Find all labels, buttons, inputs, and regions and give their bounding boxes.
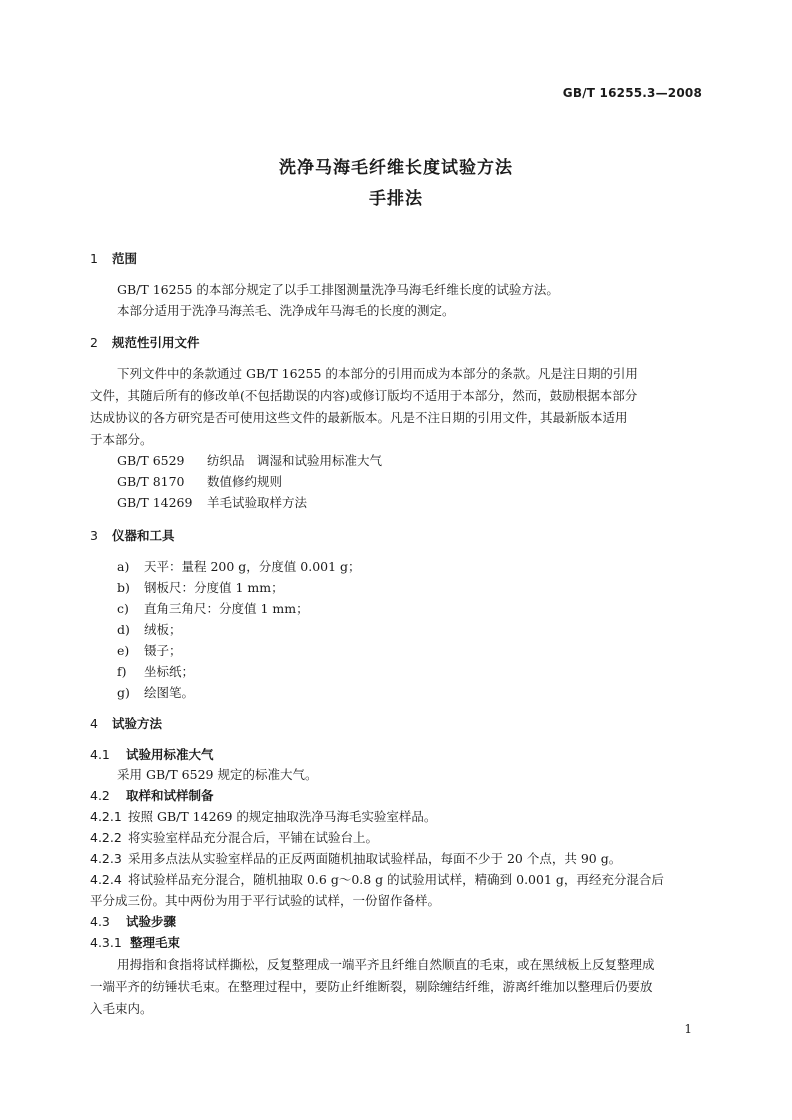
- section-title: 仪器和工具: [112, 528, 175, 543]
- list-item-text: 钢板尺：分度值 1 mm；: [144, 580, 284, 595]
- list-item-text: 绘图笔。: [144, 685, 195, 700]
- subsection-heading-4-3: [90, 912, 176, 932]
- subsection-heading-4-1: [90, 745, 214, 765]
- subsection-title: 整理毛束: [130, 935, 181, 950]
- reference-title: 数值修约规则: [207, 474, 283, 489]
- paragraph: GB/T 16255 的本部分规定了以手工排图测量洗净马海毛纤维长度的试验方法。: [117, 282, 559, 297]
- subsection-title: 试验用标准大气: [126, 747, 214, 762]
- clause: [90, 807, 436, 827]
- document-subtitle: 手排法: [369, 189, 423, 209]
- paragraph-line: 于本部分。: [90, 432, 153, 447]
- reference-title: 羊毛试验取样方法: [207, 495, 308, 510]
- subsection-number: 4.1: [90, 747, 110, 762]
- reference-item: [117, 451, 382, 471]
- reference-item: [117, 493, 307, 513]
- reference-title: 纺织品 调湿和试验用标准大气: [207, 453, 383, 468]
- clause: [90, 828, 378, 848]
- reference-item: [117, 472, 282, 492]
- paragraph-line: 达成协议的各方研究是否可使用这些文件的最新版本。凡是不注日期的引用文件，其最新版本适用: [90, 410, 628, 425]
- list-item: [117, 620, 182, 640]
- subsection-title: 取样和试样制备: [126, 788, 214, 803]
- list-item-label: a): [117, 559, 130, 574]
- clause-text: 将试验样品充分混合，随机抽取 0.6 g～0.8 g 的试验用试样，精确到 0.001 g，再经充分混合后: [128, 872, 664, 887]
- section-title: 范围: [112, 251, 138, 266]
- paragraph: 本部分适用于洗净马海羔毛、洗净成年马海毛的长度的测定。: [117, 303, 455, 318]
- subsection-title: 试验步骤: [126, 914, 177, 929]
- section-heading-1: [90, 249, 137, 269]
- paragraph-line: 一端平齐的纺锤状毛束。在整理过程中，要防止纤维断裂，剔除缠结纤维，游离纤维加以整理后仍要放: [90, 979, 653, 994]
- list-item-text: 天平：量程 200 g，分度值 0.001 g；: [144, 559, 361, 574]
- clause-continuation: 平分成三份。其中两份为用于平行试验的试样，一份留作备样。: [90, 893, 441, 908]
- list-item: [117, 578, 284, 598]
- section-number: 1: [90, 251, 98, 266]
- list-item-text: 坐标纸；: [144, 664, 195, 679]
- list-item: [117, 557, 361, 577]
- clause-number: 4.2.1: [90, 809, 122, 824]
- subsection-heading-4-3-1: [90, 933, 180, 953]
- section-heading-4: [90, 714, 162, 734]
- list-item-text: 直角三角尺：分度值 1 mm；: [144, 601, 309, 616]
- standard-code: GB/T 16255.3—2008: [562, 86, 702, 100]
- paragraph-line: 文件，其随后所有的修改单(不包括勘误的内容)或修订版均不适用于本部分，然而，鼓励根据本部分: [90, 388, 638, 403]
- page-number: 1: [684, 1022, 692, 1036]
- section-number: 4: [90, 716, 98, 731]
- reference-code: GB/T 6529: [117, 453, 185, 468]
- section-number: 2: [90, 335, 98, 350]
- clause: [90, 870, 664, 890]
- reference-code: GB/T 14269: [117, 495, 193, 510]
- list-item-label: c): [117, 601, 129, 616]
- list-item-text: 绒板；: [144, 622, 182, 637]
- section-title: 规范性引用文件: [112, 335, 200, 350]
- list-item: [117, 641, 182, 661]
- paragraph-line: 下列文件中的条款通过 GB/T 16255 的本部分的引用而成为本部分的条款。凡是注日期的引用: [117, 366, 638, 381]
- paragraph: 采用 GB/T 6529 规定的标准大气。: [117, 767, 318, 782]
- clause: [90, 849, 621, 869]
- list-item-label: g): [117, 685, 130, 700]
- section-heading-3: [90, 526, 175, 546]
- list-item-label: b): [117, 580, 130, 595]
- reference-code: GB/T 8170: [117, 474, 185, 489]
- list-item-text: 镊子；: [144, 643, 182, 658]
- section-number: 3: [90, 528, 98, 543]
- subsection-number: 4.3: [90, 914, 110, 929]
- clause-number: 4.2.3: [90, 851, 122, 866]
- paragraph-line: 用拇指和食指将试样撕松，反复整理成一端平齐且纤维自然顺直的毛束，或在黑绒板上反复整理成: [117, 957, 655, 972]
- section-heading-2: [90, 333, 200, 353]
- list-item-label: f): [117, 664, 127, 679]
- list-item: [117, 683, 194, 703]
- list-item: [117, 662, 194, 682]
- list-item: [117, 599, 309, 619]
- subsection-heading-4-2: [90, 786, 214, 806]
- subsection-number: 4.3.1: [90, 935, 122, 950]
- clause-number: 4.2.4: [90, 872, 122, 887]
- document-title: 洗净马海毛纤维长度试验方法: [279, 158, 513, 178]
- clause-text: 将实验室样品充分混合后，平铺在试验台上。: [128, 830, 379, 845]
- subsection-number: 4.2: [90, 788, 110, 803]
- clause-number: 4.2.2: [90, 830, 122, 845]
- list-item-label: d): [117, 622, 130, 637]
- paragraph-line: 入毛束内。: [90, 1001, 153, 1016]
- list-item-label: e): [117, 643, 130, 658]
- section-title: 试验方法: [112, 716, 163, 731]
- clause-text: 按照 GB/T 14269 的规定抽取洗净马海毛实验室样品。: [128, 809, 437, 824]
- clause-text: 采用多点法从实验室样品的正反两面随机抽取试验样品，每面不少于 20 个点，共 90 g。: [128, 851, 622, 866]
